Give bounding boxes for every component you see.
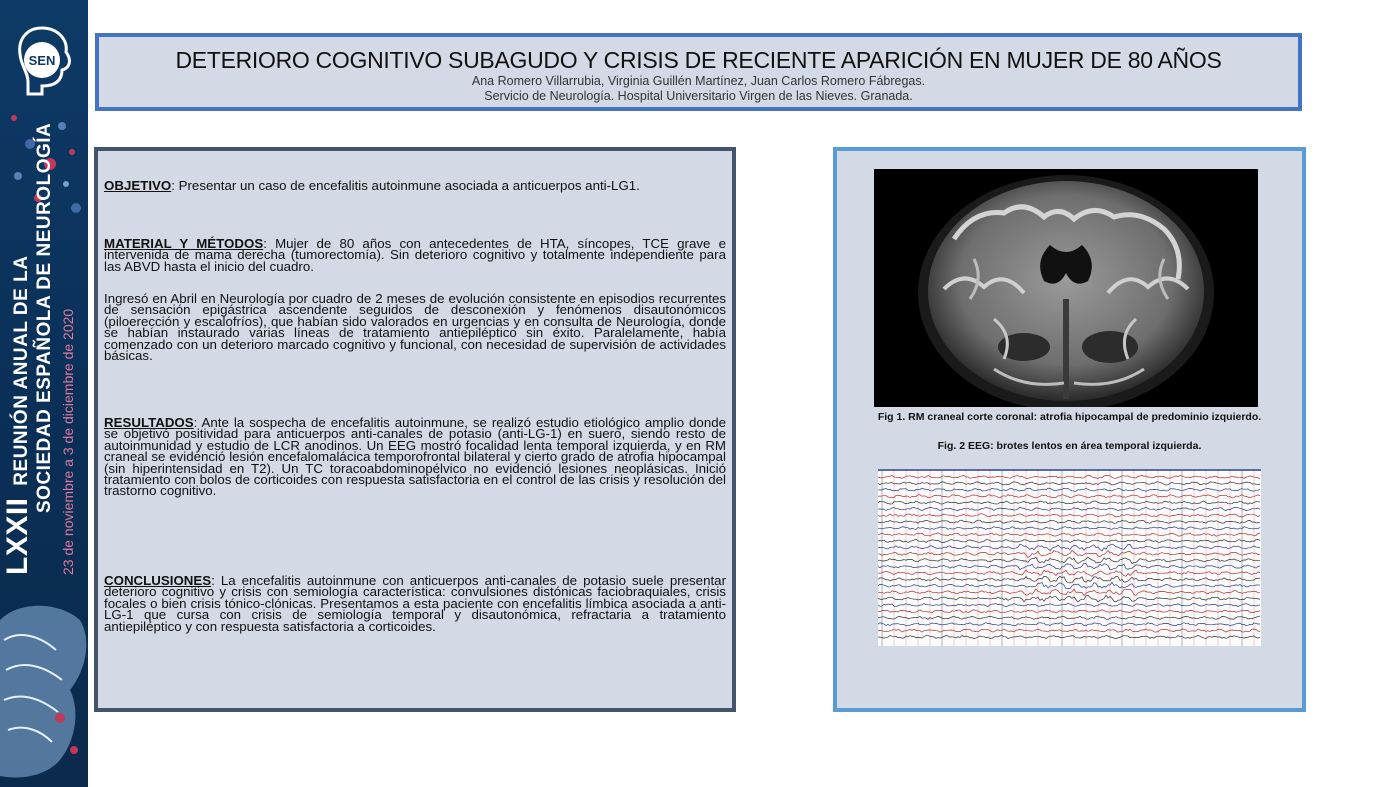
poster-title: DETERIORO COGNITIVO SUBAGUDO Y CRISIS DE RECIENTE APARICIÓN EN MUJER DE 80 AÑOS (175, 47, 1222, 73)
title-box (95, 33, 1302, 111)
affiliation: Servicio de Neurología. Hospital Universitario Virgen de las Nieves. Granada. (484, 89, 913, 103)
text-panel (94, 147, 736, 712)
figure-panel (833, 147, 1306, 712)
section-metodos-paragraph2 (104, 291, 726, 364)
conference-dates: 23 de noviembre a 3 de diciembre de 2020 (60, 308, 76, 575)
edition-number: LXXII (1, 497, 34, 575)
metodos-text: : Mujer de 80 años con antecedentes de HTA, síncopes, TCE grave e intervenida de mama derecha (tumorectomía). Sin deterioro cognitivo y totalmente independiente para las ABVD hasta el inicio del cuadro. (104, 236, 726, 274)
conclusiones-label: CONCLUSIONES (104, 573, 212, 588)
section-objetivo (104, 180, 726, 191)
authors: Ana Romero Villarrubia, Virginia Guillén Martínez, Juan Carlos Romero Fábregas. (471, 74, 926, 88)
conference-title-line2: SOCIEDAD ESPAÑOLA DE NEUROLOGÍA (34, 122, 55, 513)
section-conclusiones (104, 575, 726, 632)
objetivo-label: OBJETIVO (104, 178, 172, 193)
conference-title-vertical (1, 15, 84, 575)
eeg-tracing-image (878, 469, 1261, 646)
section-resultados (104, 417, 726, 497)
section-metodos (104, 238, 726, 272)
objetivo-text: : Presentar un caso de encefalitis autoinmune asociada a anticuerpos anti-LG1. (171, 178, 640, 193)
metodos-label: MATERIAL Y MÉTODOS (104, 236, 264, 251)
logo-text: SEN (28, 53, 56, 68)
resultados-label: RESULTADOS (104, 415, 194, 430)
conference-title-line1: REUNIÓN ANUAL DE LA (11, 255, 32, 486)
figure1-caption: Fig 1. RM craneal corte coronal: atrofia hipocampal de predominio izquierdo. (877, 411, 1262, 423)
conference-sidebar (0, 0, 88, 787)
conclusiones-text: : La encefalitis autoinmune con anticuerpos anti-canales de potasio suele presentar deterioro cognitivo y crisis con semiología característica: convulsiones distónicas faciobraquiales, crisis focales o bien crisis tónico-clónicas. Presentamos a esta paciente con encefalitis límbica asociada a anti-LG-1 que cursa con crisis de semiología temporal y disautonómica, refractaria a tratamiento antiepiléptico y con respuesta satisfactoria a corticoides. (104, 573, 726, 634)
metodos-text2: Ingresó en Abril en Neurología por cuadro de 2 meses de evolución consistente en episodios recurrentes de sensación epigástrica ascendente seguidos de desconexión y fenómenos disautonómicos (piloerección y escalofríos), que habían sido valorados en urgencias y en consulta de Neurología, donde se habían instaurado varias líneas de tratamiento antiepiléptico sin éxito. Paralelamente, había comenzado con un deterioro marcado cognitivo y funcional, con necesidad de supervisión de actividades básicas. (104, 291, 726, 364)
mri-coronal-image (874, 169, 1258, 407)
brain-illustration (0, 600, 88, 787)
figure2-caption: Fig. 2 EEG: brotes lentos en área temporal izquierda. (937, 440, 1202, 452)
resultados-text: : Ante la sospecha de encefalitis autoinmune, se realizó estudio etiológico amplio donde se objetivó positividad para anticuerpos anti-canales de potasio (anti-LG-1) en suero, siendo resto de autoinmunidad y estudio de LCR anodinos. Un EEG mostró focalidad lenta temporal izquierda, y en RM craneal se evidenció lesión encefalomalácica temporofrontal bilateral y cierto grado de atrofia hipocampal (sin hiperintensidad en T2). Un TC toracoabdominopélvico no evidenció lesiones neoplásicas. Inició tratamiento con bolos de corticoides con respuesta satisfactoria en el control de las crisis y resolución del trastorno cognitivo. (104, 415, 726, 499)
